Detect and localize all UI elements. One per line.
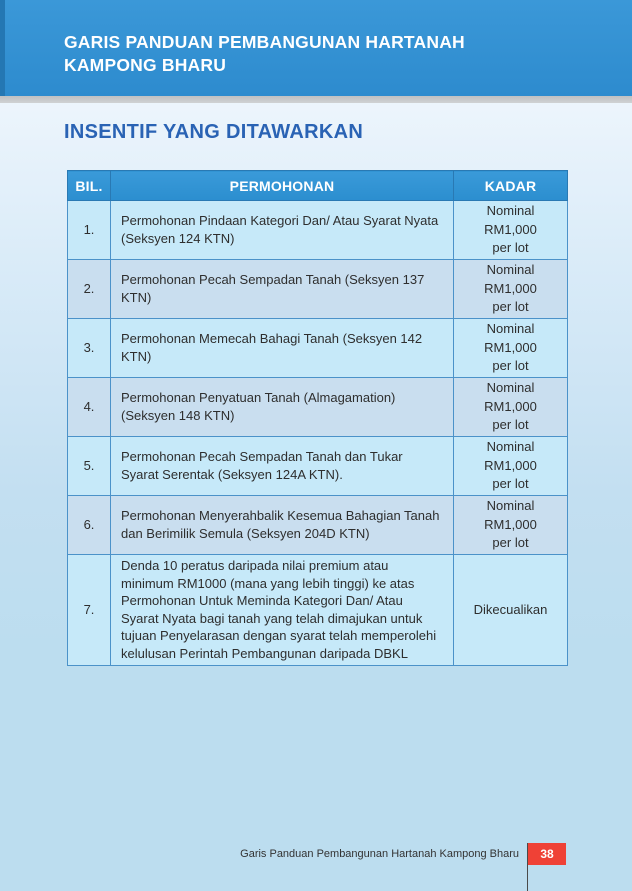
kadar-line: per lot: [492, 240, 529, 256]
page-number-badge: 38: [528, 843, 566, 865]
document-title-line1: GARIS PANDUAN PEMBANGUNAN HARTANAH: [64, 32, 465, 52]
cell-kadar: [454, 319, 568, 378]
kadar-line: RM1,000: [484, 221, 537, 237]
kadar-line: Dikecualikan: [473, 601, 548, 617]
document-title-line2: KAMPONG BHARU: [64, 55, 227, 75]
cell-bil: 4.: [68, 378, 111, 437]
column-header-permohonan: PERMOHONAN: [111, 171, 454, 201]
kadar-line: RM1,000: [484, 398, 537, 414]
cell-permohonan: Permohonan Pecah Sempadan Tanah (Seksyen 137 KTN): [111, 260, 454, 319]
kadar-line: Nominal: [486, 203, 535, 219]
cell-permohonan: Permohonan Penyatuan Tanah (Almagamation) (Seksyen 148 KTN): [111, 378, 454, 437]
kadar-line: Nominal: [486, 380, 535, 396]
cell-permohonan: Permohonan Pecah Sempadan Tanah dan Tukar Syarat Serentak (Seksyen 124A KTN).: [111, 437, 454, 496]
cell-kadar: [454, 378, 568, 437]
kadar-line: RM1,000: [484, 457, 537, 473]
document-title: [64, 31, 465, 77]
cell-kadar: [454, 555, 568, 666]
section-title: INSENTIF YANG DITAWARKAN: [64, 121, 364, 143]
table-row: [68, 260, 568, 319]
column-header-kadar: KADAR: [454, 171, 568, 201]
cell-bil: 7.: [68, 555, 111, 666]
kadar-line: per lot: [492, 299, 529, 315]
footer-title: Garis Panduan Pembangunan Hartanah Kampong Bharu: [240, 848, 519, 860]
kadar-line: Nominal: [486, 321, 535, 337]
table-row: [68, 437, 568, 496]
kadar-line: Nominal: [486, 262, 535, 278]
table-row: [68, 201, 568, 260]
table-row: [68, 496, 568, 555]
kadar-line: Nominal: [486, 439, 535, 455]
kadar-line: Nominal: [486, 498, 535, 514]
table-header-row: [68, 171, 568, 201]
cell-bil: 3.: [68, 319, 111, 378]
kadar-line: RM1,000: [484, 339, 537, 355]
kadar-line: RM1,000: [484, 280, 537, 296]
kadar-line: per lot: [492, 535, 529, 551]
table-row: [68, 555, 568, 666]
cell-bil: 1.: [68, 201, 111, 260]
kadar-line: per lot: [492, 358, 529, 374]
kadar-line: per lot: [492, 417, 529, 433]
incentive-table-body: [68, 201, 568, 666]
table-row: [68, 319, 568, 378]
cell-permohonan: Permohonan Menyerahbalik Kesemua Bahagian Tanah dan Berimilik Semula (Seksyen 204D KTN): [111, 496, 454, 555]
kadar-line: RM1,000: [484, 516, 537, 532]
cell-permohonan: Denda 10 peratus daripada nilai premium atau minimum RM1000 (mana yang lebih tinggi) ke atas Permohonan Untuk Meminda Kategori Dan/ Atau Syarat Nyata bagi tanah yang telah dimajukan untuk tujuan Penyelarasan dengan syarat telah memperolehi kelulusan Perintah Pembangunan daripada DBKL: [111, 555, 454, 666]
cell-bil: 6.: [68, 496, 111, 555]
cell-kadar: [454, 201, 568, 260]
page-header-banner: [0, 0, 632, 96]
cell-bil: 2.: [68, 260, 111, 319]
cell-kadar: [454, 496, 568, 555]
incentive-table: [67, 170, 568, 666]
cell-permohonan: Permohonan Memecah Bahagi Tanah (Seksyen 142 KTN): [111, 319, 454, 378]
cell-kadar: [454, 437, 568, 496]
column-header-bil: BIL.: [68, 171, 111, 201]
cell-permohonan: Permohonan Pindaan Kategori Dan/ Atau Syarat Nyata (Seksyen 124 KTN): [111, 201, 454, 260]
cell-kadar: [454, 260, 568, 319]
cell-bil: 5.: [68, 437, 111, 496]
table-row: [68, 378, 568, 437]
header-shadow-divider: [0, 96, 632, 103]
kadar-line: per lot: [492, 476, 529, 492]
banner-left-edge: [0, 0, 5, 96]
